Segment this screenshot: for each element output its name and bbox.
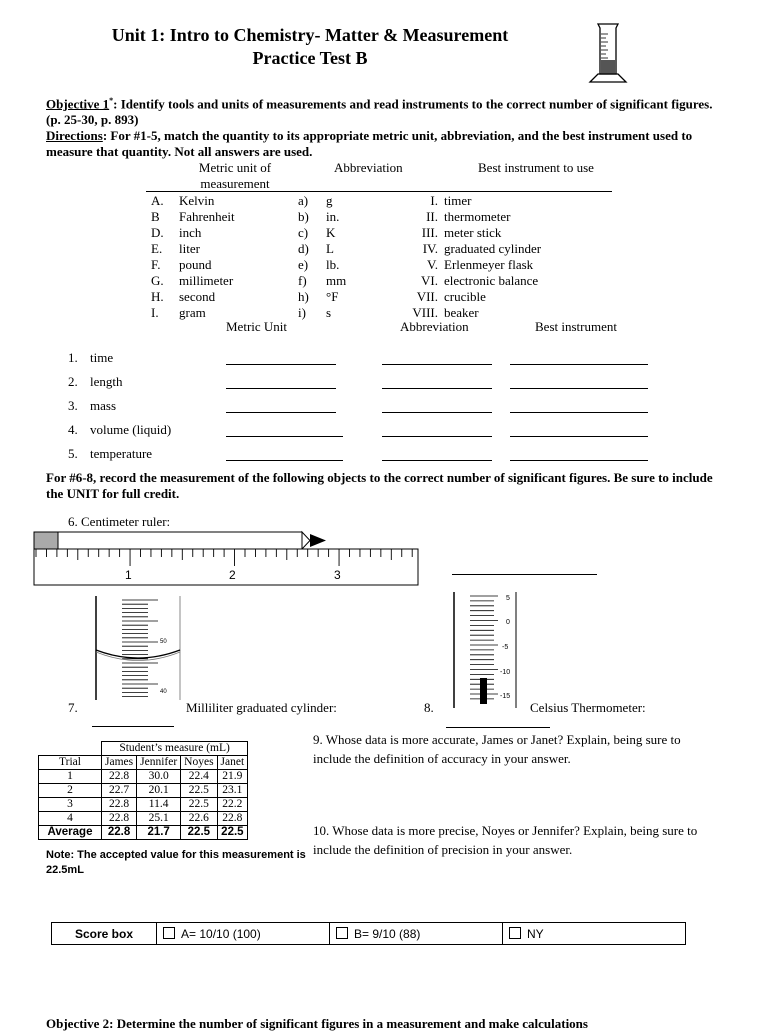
item-key: E. xyxy=(151,241,163,256)
list-item xyxy=(298,225,346,241)
question-label: temperature xyxy=(90,446,153,461)
item-key: d) xyxy=(298,241,309,256)
graduated-cylinder-drawing xyxy=(92,592,184,704)
score-option-a-label: A= 10/10 (100) xyxy=(181,926,261,941)
item-value: g xyxy=(326,193,333,208)
header-divider xyxy=(146,191,612,192)
list-item xyxy=(298,273,346,289)
question-9: 9. Whose data is more accurate, James or Janet? Explain, being sure to include the definition of accuracy in your answer. xyxy=(313,732,681,766)
table-cell: 11.4 xyxy=(137,798,181,812)
table-cell: 22.8 xyxy=(102,770,137,784)
answer-blank-instrument[interactable] xyxy=(510,446,648,461)
q8-number: 8. xyxy=(424,700,434,715)
table-average-row xyxy=(39,826,248,840)
answer-blank-abbreviation[interactable] xyxy=(382,446,492,461)
table-header-cell: Noyes xyxy=(181,756,217,770)
celsius-thermometer xyxy=(450,590,524,710)
objective-1 xyxy=(46,93,726,128)
score-option-ny-label: NY xyxy=(527,926,544,941)
table-cell: 22.8 xyxy=(217,812,248,826)
item-key: c) xyxy=(298,225,309,240)
list-item xyxy=(151,193,235,209)
list-item xyxy=(298,257,346,273)
table-row xyxy=(39,798,248,812)
sigfig-instruction: For #6-8, record the measurement of the following objects to the correct number of significant figures. Be sure to include the UNIT for full credit. xyxy=(46,470,713,501)
question-label: length xyxy=(90,374,123,389)
item-value: mm xyxy=(326,273,347,288)
list-item xyxy=(400,289,541,305)
item-value: liter xyxy=(179,241,200,256)
question-row xyxy=(68,374,668,398)
item-value: graduated cylinder xyxy=(444,241,542,256)
item-key: I. xyxy=(430,193,438,208)
item-key: B xyxy=(151,209,160,224)
score-option-ny[interactable] xyxy=(503,923,686,945)
col-header-metric-unit: Metric unit of measurement xyxy=(198,160,272,191)
table-group-header: Student’s measure (mL) xyxy=(102,742,248,756)
table-cell: 2 xyxy=(39,784,102,798)
question-row xyxy=(68,350,668,374)
answer-blank-unit[interactable] xyxy=(226,398,336,413)
item-value: beaker xyxy=(444,305,479,320)
item-value: L xyxy=(326,241,334,256)
graduated-cylinder-icon xyxy=(584,20,634,86)
ruler-label-3: 3 xyxy=(334,568,341,582)
score-option-b-label: B= 9/10 (88) xyxy=(354,926,421,941)
question-number: 3. xyxy=(68,398,78,413)
table-average-cell: 22.5 xyxy=(217,826,248,840)
answer-blank-unit[interactable] xyxy=(226,350,336,365)
item-key: f) xyxy=(298,273,307,288)
list-item xyxy=(151,257,235,273)
answer-header-unit: Metric Unit xyxy=(226,319,288,334)
thermo-mark-5: 5 xyxy=(506,595,510,602)
q8-label: Celsius Thermometer: xyxy=(530,700,646,715)
item-value: °F xyxy=(326,289,339,304)
list-item xyxy=(298,209,346,225)
item-key: VI. xyxy=(421,273,438,288)
item-value: Kelvin xyxy=(179,193,215,208)
list-item xyxy=(151,241,235,257)
page-title xyxy=(30,24,590,70)
ruler-label-1: 1 xyxy=(125,568,132,582)
checkbox-b[interactable] xyxy=(336,927,348,939)
item-key: VII. xyxy=(416,289,438,304)
table-row xyxy=(39,770,248,784)
item-key: III. xyxy=(421,225,438,240)
checkbox-ny[interactable] xyxy=(509,927,521,939)
objective-1-star: * xyxy=(109,96,114,105)
objective-2-footer: Objective 2: Determine the number of significant figures in a measurement and make calculations xyxy=(46,1016,588,1031)
list-item xyxy=(298,241,346,257)
table-cell: 4 xyxy=(39,812,102,826)
title-line-2: Practice Test B xyxy=(252,48,368,68)
score-box xyxy=(51,922,686,945)
table-cell: 22.2 xyxy=(217,798,248,812)
item-key: VIII. xyxy=(412,305,438,320)
list-item xyxy=(298,289,346,305)
item-value: timer xyxy=(444,193,472,208)
table-row xyxy=(39,812,248,826)
item-key: H. xyxy=(151,289,164,304)
item-key: G. xyxy=(151,273,164,288)
table-cell: 3 xyxy=(39,798,102,812)
objective-1-label: Objective 1 xyxy=(46,96,110,112)
table-row xyxy=(39,784,248,798)
thermo-mark-neg10: -10 xyxy=(500,669,511,676)
thermo-mark-neg15: -15 xyxy=(500,693,511,700)
item-value: Fahrenheit xyxy=(179,209,235,224)
abbreviations-list xyxy=(298,193,346,321)
answer-blank-abbreviation[interactable] xyxy=(382,398,492,413)
question-number: 2. xyxy=(68,374,78,389)
table-cell: 22.5 xyxy=(181,784,217,798)
student-data-table xyxy=(38,741,248,840)
cylinder-mark-40: 40 xyxy=(160,689,167,695)
item-value: K xyxy=(326,225,336,240)
directions xyxy=(46,128,726,160)
item-key: h) xyxy=(298,289,309,304)
item-key: e) xyxy=(298,257,309,272)
question-row xyxy=(68,446,668,470)
answer-blank-unit[interactable] xyxy=(226,422,343,437)
list-item xyxy=(298,193,346,209)
question-number: 4. xyxy=(68,422,78,437)
item-value: crucible xyxy=(444,289,486,304)
item-key: II. xyxy=(426,209,438,224)
q7-label: Milliliter graduated cylinder: xyxy=(186,700,337,715)
table-header-cell: Janet xyxy=(217,756,248,770)
answer-blank-unit[interactable] xyxy=(226,446,343,461)
question-row xyxy=(68,398,668,422)
question-label: time xyxy=(90,350,114,365)
answer-blank-abbreviation[interactable] xyxy=(382,422,492,437)
col-header-abbreviation: Abbreviation xyxy=(334,160,403,175)
table-cell: 20.1 xyxy=(137,784,181,798)
table-cell: 1 xyxy=(39,770,102,784)
question-number: 1. xyxy=(68,350,78,365)
cylinder-mark-50: 50 xyxy=(160,639,167,645)
list-item xyxy=(400,273,541,289)
col-header-instrument: Best instrument to use xyxy=(478,160,594,175)
table-cell: 25.1 xyxy=(137,812,181,826)
list-item xyxy=(400,193,541,209)
q8-answer-line[interactable] xyxy=(446,713,550,728)
list-item xyxy=(400,241,541,257)
item-key: A. xyxy=(151,193,164,208)
answer-blank-instrument[interactable] xyxy=(510,374,648,389)
answer-blank-abbreviation[interactable] xyxy=(382,374,492,389)
list-item xyxy=(151,305,235,321)
item-value: inch xyxy=(179,225,202,240)
directions-label: Directions xyxy=(46,128,103,143)
answer-blank-instrument[interactable] xyxy=(510,350,648,365)
answer-blank-instrument[interactable] xyxy=(510,398,648,413)
answer-header-instrument: Best instrument xyxy=(535,319,617,334)
list-item xyxy=(298,305,346,321)
item-key: V. xyxy=(427,257,438,272)
item-key: i) xyxy=(298,305,306,320)
list-item xyxy=(151,289,235,305)
item-key: D. xyxy=(151,225,164,240)
item-key: a) xyxy=(298,193,309,208)
matching-questions xyxy=(68,350,668,470)
table-header-cell: Trial xyxy=(39,756,102,770)
question-10: 10. Whose data is more precise, Noyes or Jennifer? Explain, being sure to include the definition of precision in your answer. xyxy=(313,823,698,857)
checkbox-a[interactable] xyxy=(163,927,175,939)
table-cell: 30.0 xyxy=(137,770,181,784)
table-average-cell: 22.8 xyxy=(102,826,137,840)
table-note: Note: The accepted value for this measurement is 22.5mL xyxy=(46,849,306,876)
answer-blank-instrument[interactable] xyxy=(510,422,648,437)
ruler-label-2: 2 xyxy=(229,568,236,582)
table-header-cell: Jennifer xyxy=(137,756,181,770)
answer-blank-unit[interactable] xyxy=(226,374,336,389)
list-item xyxy=(151,225,235,241)
table-cell: 21.9 xyxy=(217,770,248,784)
item-value: millimeter xyxy=(179,273,234,288)
table-cell: 22.4 xyxy=(181,770,217,784)
item-key: b) xyxy=(298,209,309,224)
directions-text: : For #1-5, match the quantity to its appropriate metric unit, abbreviation, and the best instrument used to measure that quantity. Not all answers are used. xyxy=(46,128,693,159)
q7-answer-line[interactable] xyxy=(92,712,174,727)
item-value: pound xyxy=(179,257,212,272)
item-key: F. xyxy=(151,257,161,272)
question-label: mass xyxy=(90,398,116,413)
question-number: 5. xyxy=(68,446,78,461)
score-option-b[interactable] xyxy=(330,923,503,945)
table-header-cell: James xyxy=(102,756,137,770)
item-value: lb. xyxy=(326,257,340,272)
table-cell: 22.8 xyxy=(102,798,137,812)
title-line-1: Unit 1: Intro to Chemistry- Matter & Measurement xyxy=(111,25,509,45)
item-value: gram xyxy=(179,305,206,320)
table-cell: 22.5 xyxy=(181,798,217,812)
item-value: in. xyxy=(326,209,340,224)
score-box-label: Score box xyxy=(52,923,157,945)
objective-1-text: : Identify tools and units of measurements and read instruments to the correct number of significant figures. (p. 25-30, p. 893) xyxy=(46,96,713,128)
answer-blank-abbreviation[interactable] xyxy=(382,350,492,365)
answer-header-abbreviation: Abbreviation xyxy=(400,319,469,334)
centimeter-ruler xyxy=(30,528,422,590)
list-item xyxy=(400,209,541,225)
item-value: Erlenmeyer flask xyxy=(444,257,534,272)
item-value: thermometer xyxy=(444,209,511,224)
q6-answer-line[interactable] xyxy=(452,560,597,575)
list-item xyxy=(400,257,541,273)
list-item xyxy=(400,225,541,241)
table-cell: 22.8 xyxy=(102,812,137,826)
table-cell: 22.7 xyxy=(102,784,137,798)
q7-number: 7. xyxy=(68,700,78,715)
thermo-mark-neg5: -5 xyxy=(502,644,509,651)
item-value: meter stick xyxy=(444,225,502,240)
list-item xyxy=(151,209,235,225)
question-label: volume (liquid) xyxy=(90,422,172,437)
question-row xyxy=(68,422,668,446)
q6-label: 6. Centimeter ruler: xyxy=(68,514,171,529)
list-item xyxy=(151,273,235,289)
table-cell: 23.1 xyxy=(217,784,248,798)
item-value: s xyxy=(326,305,332,320)
table-cell: 22.6 xyxy=(181,812,217,826)
table-average-cell: 21.7 xyxy=(137,826,181,840)
item-key: I. xyxy=(151,305,159,320)
item-key: IV. xyxy=(422,241,438,256)
table-average-cell: Average xyxy=(39,826,102,840)
thermo-mark-0: 0 xyxy=(506,619,510,626)
score-option-a[interactable] xyxy=(157,923,330,945)
item-value: electronic balance xyxy=(444,273,539,288)
instruments-list xyxy=(400,193,541,321)
table-average-cell: 22.5 xyxy=(181,826,217,840)
units-list xyxy=(151,193,235,321)
item-value: second xyxy=(179,289,216,304)
